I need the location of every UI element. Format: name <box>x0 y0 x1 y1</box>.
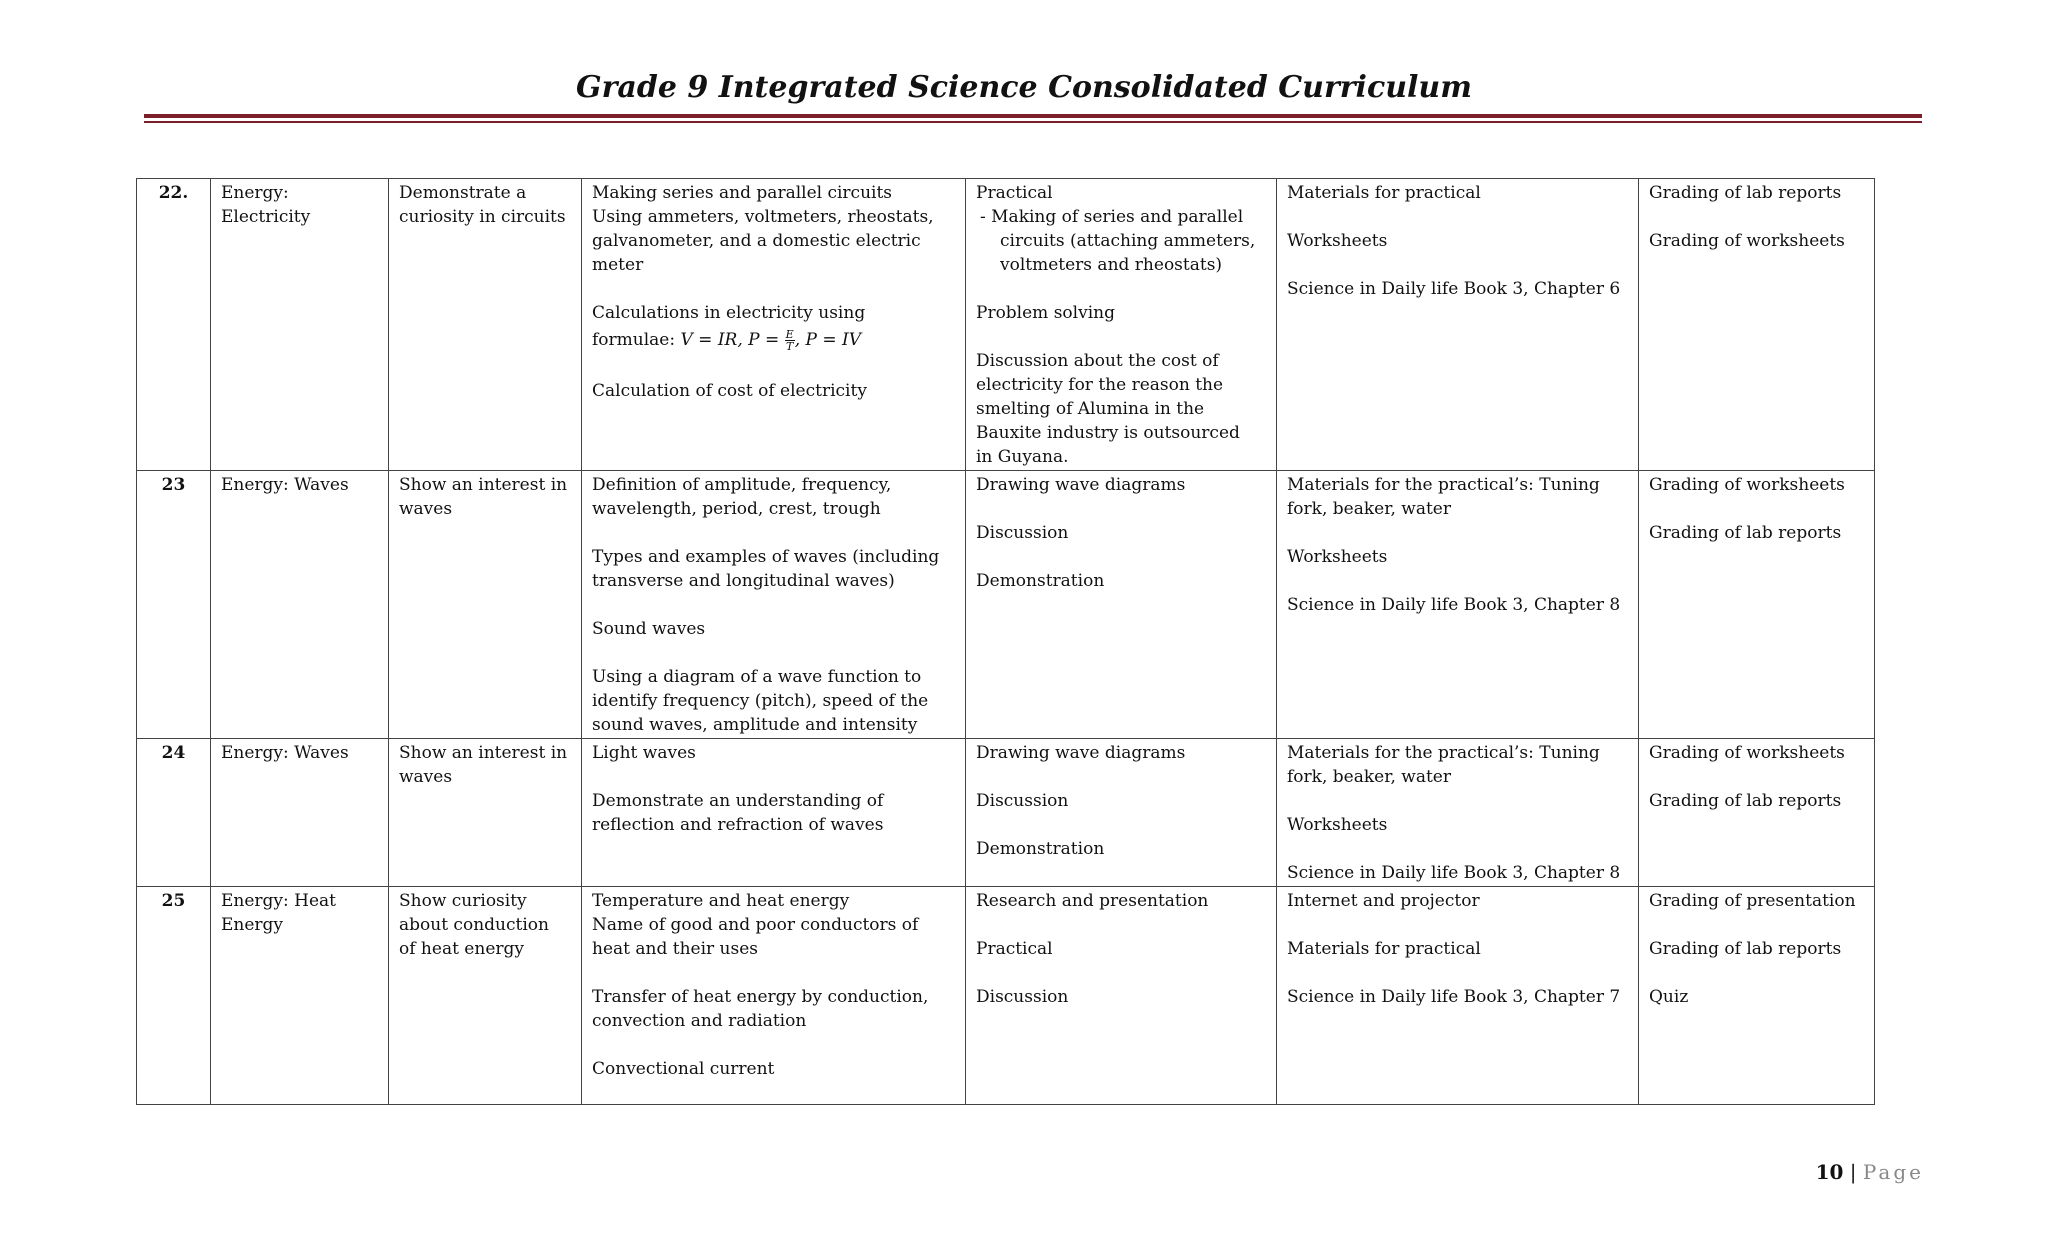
cell-line: Grading of lab reports <box>1649 791 1842 811</box>
topic-cell <box>211 179 389 471</box>
blank-line <box>1287 253 1628 277</box>
blank-line <box>1649 961 1864 985</box>
topic-cell <box>211 739 389 887</box>
cell-line: Discussion <box>976 523 1069 543</box>
cell-line: Energy: <box>221 183 289 203</box>
objective-cell <box>389 471 582 739</box>
row-number: 23 <box>137 471 211 739</box>
blank-line <box>1287 569 1628 593</box>
cell-line: Temperature and heat energy <box>592 891 850 911</box>
row-number: 25 <box>137 887 211 1105</box>
cell-line: Drawing wave diagrams <box>976 743 1186 763</box>
cell-line: Problem solving <box>976 303 1115 323</box>
content-cell <box>582 179 966 471</box>
objective-cell <box>389 739 582 887</box>
cell-line: reflection and refraction of waves <box>592 815 884 835</box>
cell-line: Grading of lab reports <box>1649 183 1842 203</box>
blank-line <box>976 545 1266 569</box>
table-row <box>137 179 1875 471</box>
cell-line: Grading of worksheets <box>1649 475 1845 495</box>
blank-line <box>976 813 1266 837</box>
table-row <box>137 739 1875 887</box>
blank-line <box>1649 765 1864 789</box>
cell-line: Science in Daily life Book 3, Chapter 7 <box>1287 987 1621 1007</box>
cell-line: Grading of lab reports <box>1649 523 1842 543</box>
cell-line: Worksheets <box>1287 231 1388 251</box>
cell-line: Energy: Waves <box>221 743 349 763</box>
cell-line: in Guyana. <box>976 447 1069 467</box>
cell-line: - Making of series and parallel <box>980 207 1244 227</box>
cell-line: Grading of presentation <box>1649 891 1856 911</box>
cell-line: Worksheets <box>1287 547 1388 567</box>
cell-line: Sound waves <box>592 619 706 639</box>
cell-line: convection and radiation <box>592 1011 807 1031</box>
cell-line: waves <box>399 499 453 519</box>
curriculum-table <box>136 178 1875 1105</box>
resources-cell <box>1277 471 1639 739</box>
cell-line: Discussion <box>976 791 1069 811</box>
cell-line: Types and examples of waves (including <box>592 547 940 567</box>
table-body <box>137 179 1875 1105</box>
cell-line: Calculation of cost of electricity <box>592 381 867 401</box>
cell-line: Transfer of heat energy by conduction, <box>592 987 929 1007</box>
content-cell <box>582 471 966 739</box>
blank-line <box>1287 961 1628 985</box>
cell-line: transverse and longitudinal waves) <box>592 571 895 591</box>
cell-line: of heat energy <box>399 939 524 959</box>
blank-line <box>592 355 955 379</box>
blank-line <box>976 497 1266 521</box>
page-label: Page <box>1862 1160 1924 1184</box>
blank-line <box>1287 521 1628 545</box>
blank-line <box>1649 913 1864 937</box>
cell-line: identify frequency (pitch), speed of the <box>592 691 929 711</box>
blank-line <box>1287 837 1628 861</box>
cell-line: Energy <box>221 915 284 935</box>
cell-line: Energy: Waves <box>221 475 349 495</box>
cell-line: Demonstrate an understanding of <box>592 791 884 811</box>
cell-line: Demonstration <box>976 839 1105 859</box>
cell-line: Convectional current <box>592 1059 775 1079</box>
cell-line: waves <box>399 767 453 787</box>
fraction-numerator: E <box>785 328 794 341</box>
cell-line: Name of good and poor conductors of <box>592 915 919 935</box>
fraction-denominator: T <box>786 340 794 353</box>
blank-line <box>592 277 955 301</box>
cell-line: Demonstration <box>976 571 1105 591</box>
blank-line <box>592 961 955 985</box>
assessment-cell <box>1639 887 1875 1105</box>
strategies-cell <box>966 739 1277 887</box>
cell-line: fork, beaker, water <box>1287 499 1451 519</box>
cell-line: meter <box>592 255 644 275</box>
cell-line: fork, beaker, water <box>1287 767 1451 787</box>
topic-cell <box>211 471 389 739</box>
cell-line: Show curiosity <box>399 891 527 911</box>
strategies-cell <box>966 887 1277 1105</box>
topic-cell <box>211 887 389 1105</box>
cell-line: galvanometer, and a domestic electric <box>592 231 921 251</box>
blank-line <box>592 593 955 617</box>
cell-line: Practical <box>976 183 1053 203</box>
cell-line: Using ammeters, voltmeters, rheostats, <box>592 207 934 227</box>
resources-cell <box>1277 887 1639 1105</box>
cell-line: Making series and parallel circuits <box>592 183 893 203</box>
cell-line: voltmeters and rheostats) <box>1000 255 1223 275</box>
assessment-cell <box>1639 471 1875 739</box>
page-footer <box>1816 1160 1924 1184</box>
blank-line <box>976 961 1266 985</box>
cell-line: Worksheets <box>1287 815 1388 835</box>
page-number: 10 <box>1815 1160 1844 1184</box>
blank-line <box>976 325 1266 349</box>
assessment-cell <box>1639 739 1875 887</box>
formula-line <box>592 325 955 355</box>
blank-line <box>592 1033 955 1057</box>
cell-line: sound waves, amplitude and intensity <box>592 715 918 735</box>
content-cell <box>582 887 966 1105</box>
cell-line: Drawing wave diagrams <box>976 475 1186 495</box>
blank-line <box>592 765 955 789</box>
cell-line: Science in Daily life Book 3, Chapter 8 <box>1287 863 1621 883</box>
blank-line <box>592 521 955 545</box>
resources-cell <box>1277 179 1639 471</box>
formula-voltage: V = IR, P = <box>680 330 785 350</box>
cell-line: Science in Daily life Book 3, Chapter 6 <box>1287 279 1621 299</box>
cell-line: smelting of Alumina in the <box>976 399 1205 419</box>
blank-line <box>976 277 1266 301</box>
header-divider <box>144 114 1922 118</box>
blank-line <box>1287 913 1628 937</box>
cell-line: Materials for practical <box>1287 939 1481 959</box>
row-number: 24 <box>137 739 211 887</box>
objective-cell <box>389 179 582 471</box>
page-title: Grade 9 Integrated Science Consolidated Curriculum <box>576 70 1472 105</box>
formula-prefix: formulae: <box>592 330 681 350</box>
cell-line: curiosity in circuits <box>399 207 566 227</box>
cell-line: Using a diagram of a wave function to <box>592 667 922 687</box>
blank-line <box>1649 205 1864 229</box>
blank-line <box>592 641 955 665</box>
cell-line: Grading of worksheets <box>1649 231 1845 251</box>
cell-line: Grading of lab reports <box>1649 939 1842 959</box>
cell-line: Bauxite industry is outsourced <box>976 423 1240 443</box>
cell-line: Internet and projector <box>1287 891 1480 911</box>
cell-line: Materials for the practical’s: Tuning <box>1287 743 1600 763</box>
cell-line: Science in Daily life Book 3, Chapter 8 <box>1287 595 1621 615</box>
cell-line: Demonstrate a <box>399 183 527 203</box>
formula-fraction <box>785 329 795 352</box>
formula-power: , P = IV <box>794 330 861 350</box>
footer-separator: | <box>1849 1160 1857 1184</box>
assessment-cell <box>1639 179 1875 471</box>
cell-line: wavelength, period, crest, trough <box>592 499 881 519</box>
cell-line: Electricity <box>221 207 311 227</box>
content-cell <box>582 739 966 887</box>
strategies-cell <box>966 179 1277 471</box>
cell-line: Materials for practical <box>1287 183 1481 203</box>
cell-line: Calculations in electricity using <box>592 303 866 323</box>
cell-line: Energy: Heat <box>221 891 337 911</box>
table-row <box>137 471 1875 739</box>
cell-line: heat and their uses <box>592 939 759 959</box>
table-row <box>137 887 1875 1105</box>
strategies-cell <box>966 471 1277 739</box>
blank-line <box>1287 205 1628 229</box>
cell-line: about conduction <box>399 915 549 935</box>
header-divider-thin <box>144 121 1922 123</box>
blank-line <box>1287 789 1628 813</box>
cell-line: electricity for the reason the <box>976 375 1224 395</box>
row-number: 22. <box>137 179 211 471</box>
cell-line: Discussion <box>976 987 1069 1007</box>
cell-line: Grading of worksheets <box>1649 743 1845 763</box>
cell-line: Materials for the practical’s: Tuning <box>1287 475 1600 495</box>
cell-line: Practical <box>976 939 1053 959</box>
cell-line: Show an interest in <box>399 743 568 763</box>
blank-line <box>1649 497 1864 521</box>
cell-line: Research and presentation <box>976 891 1209 911</box>
blank-line <box>976 913 1266 937</box>
cell-line: Discussion about the cost of <box>976 351 1219 371</box>
cell-line: Show an interest in <box>399 475 568 495</box>
resources-cell <box>1277 739 1639 887</box>
cell-line: circuits (attaching ammeters, <box>1000 231 1256 251</box>
cell-line: Light waves <box>592 743 696 763</box>
blank-line <box>976 765 1266 789</box>
cell-line: Definition of amplitude, frequency, <box>592 475 892 495</box>
cell-line: Quiz <box>1649 987 1689 1007</box>
objective-cell <box>389 887 582 1105</box>
